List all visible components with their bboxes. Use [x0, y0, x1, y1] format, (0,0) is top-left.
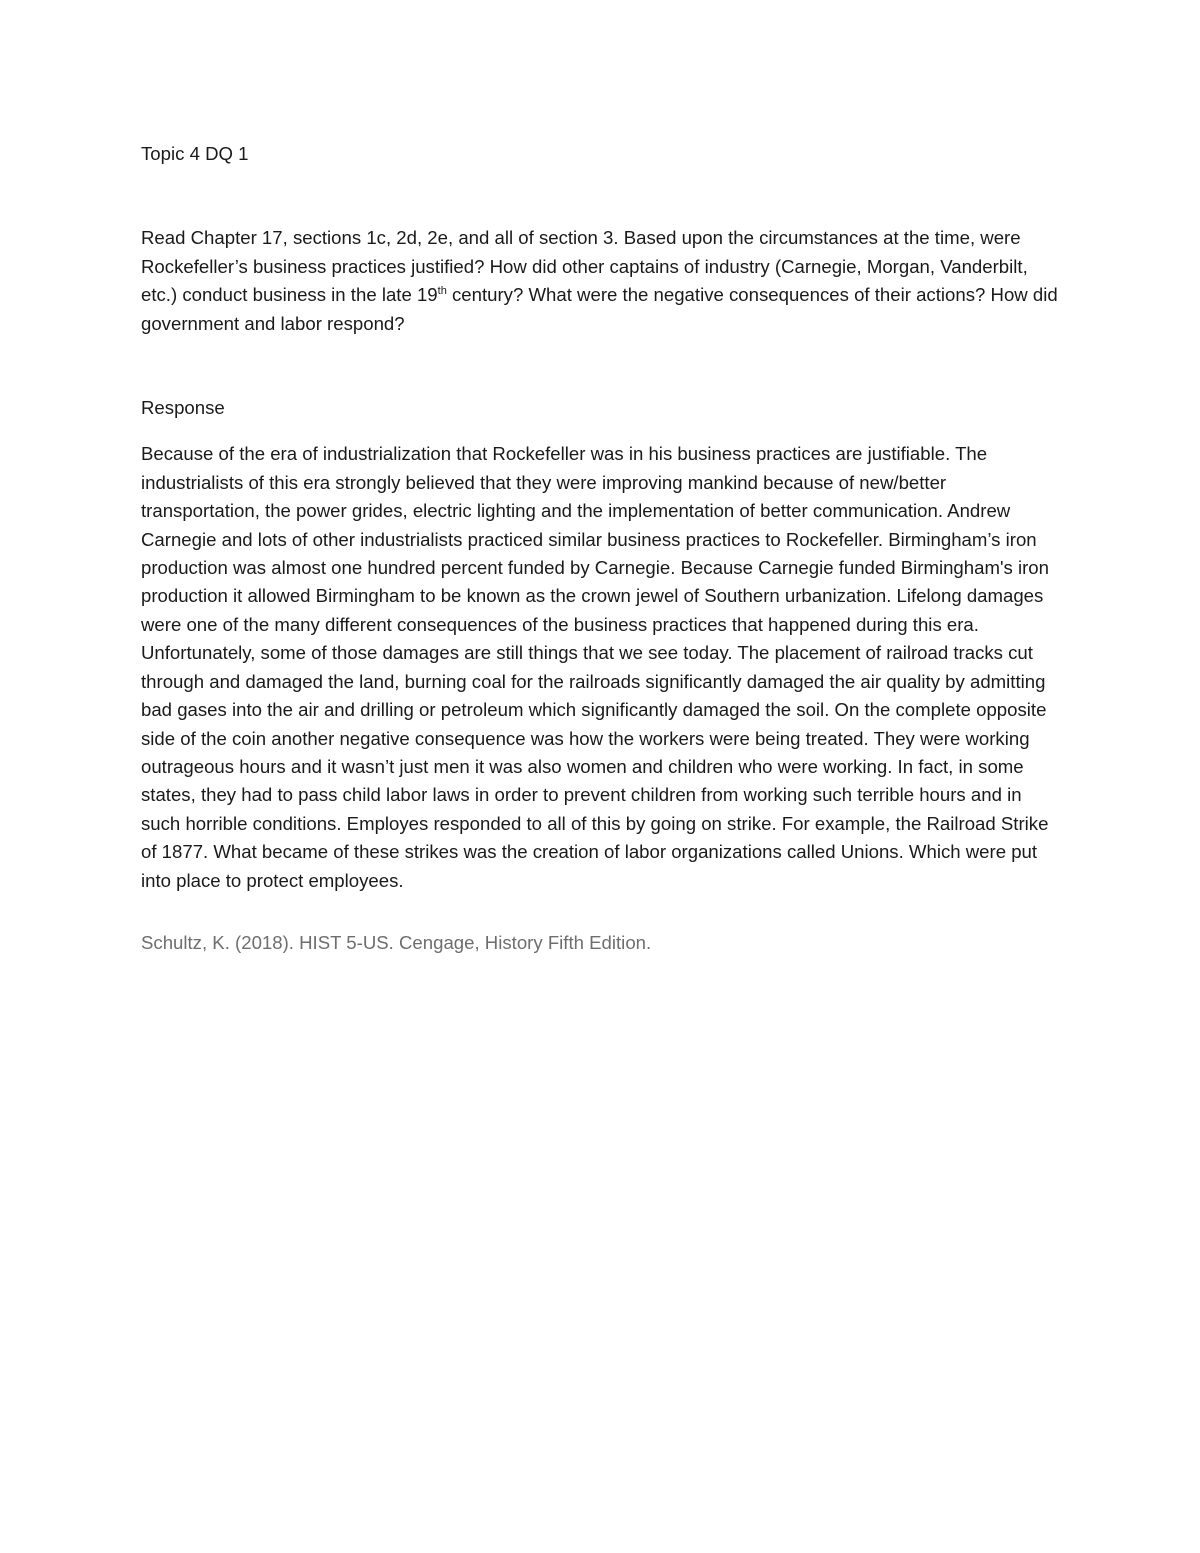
document-content: [141, 140, 1061, 957]
citation: Schultz, K. (2018). HIST 5-US. Cengage, History Fifth Edition.: [141, 931, 652, 953]
response-body: Because of the era of industrialization that Rockefeller was in his business practices are justifiable. The industrialists of this era strongly believed that they were improving mankind because of new/better transportation, the power grides, electric lighting and the implementation of better communication. Andrew Carnegie and lots of other industrialists practiced similar business practices to Rockefeller. Birmingham’s iron production was almost one hundred percent funded by Carnegie. Because Carnegie funded Birmingham's iron production it allowed Birmingham to be known as the crown jewel of Southern urbanization. Lifelong damages were one of the many different consequences of the business practices that happened during this era. Unfortunately, some of those damages are still things that we see today. The placement of railroad tracks cut through and damaged the land, burning coal for the railroads significantly damaged the air quality by admitting bad gases into the air and drilling or petroleum which significantly damaged the soil. On the complete opposite side of the coin another negative consequence was how the workers were being treated. They were working outrageous hours and it wasn’t just men it was also women and children who were working. In fact, in some states, they had to pass child labor laws in order to prevent children from working such terrible hours and in such horrible conditions. Employes responded to all of this by going on strike. For example, the Railroad Strike of 1877. What became of these strikes was the creation of labor organizations called Unions. Which were put into place to protect employees.: [141, 443, 1049, 891]
document-title: Topic 4 DQ 1: [141, 143, 249, 164]
prompt-text-end: century? What were the negative consequences of their actions? How did government and labor respond?: [141, 284, 1058, 334]
prompt-text-start: Read Chapter 17, sections 1c, 2d, 2e, and all of section 3. Based upon the circumstances at the time, were Rockefeller’s business practices justified? How did other captains of industry (Carnegie, Morgan, Vanderbilt, etc.) conduct business in the late 19: [141, 227, 1028, 306]
response-heading: Response: [141, 397, 225, 419]
discussion-prompt: [141, 224, 1061, 338]
prompt-ordinal-superscript: th: [437, 285, 447, 298]
